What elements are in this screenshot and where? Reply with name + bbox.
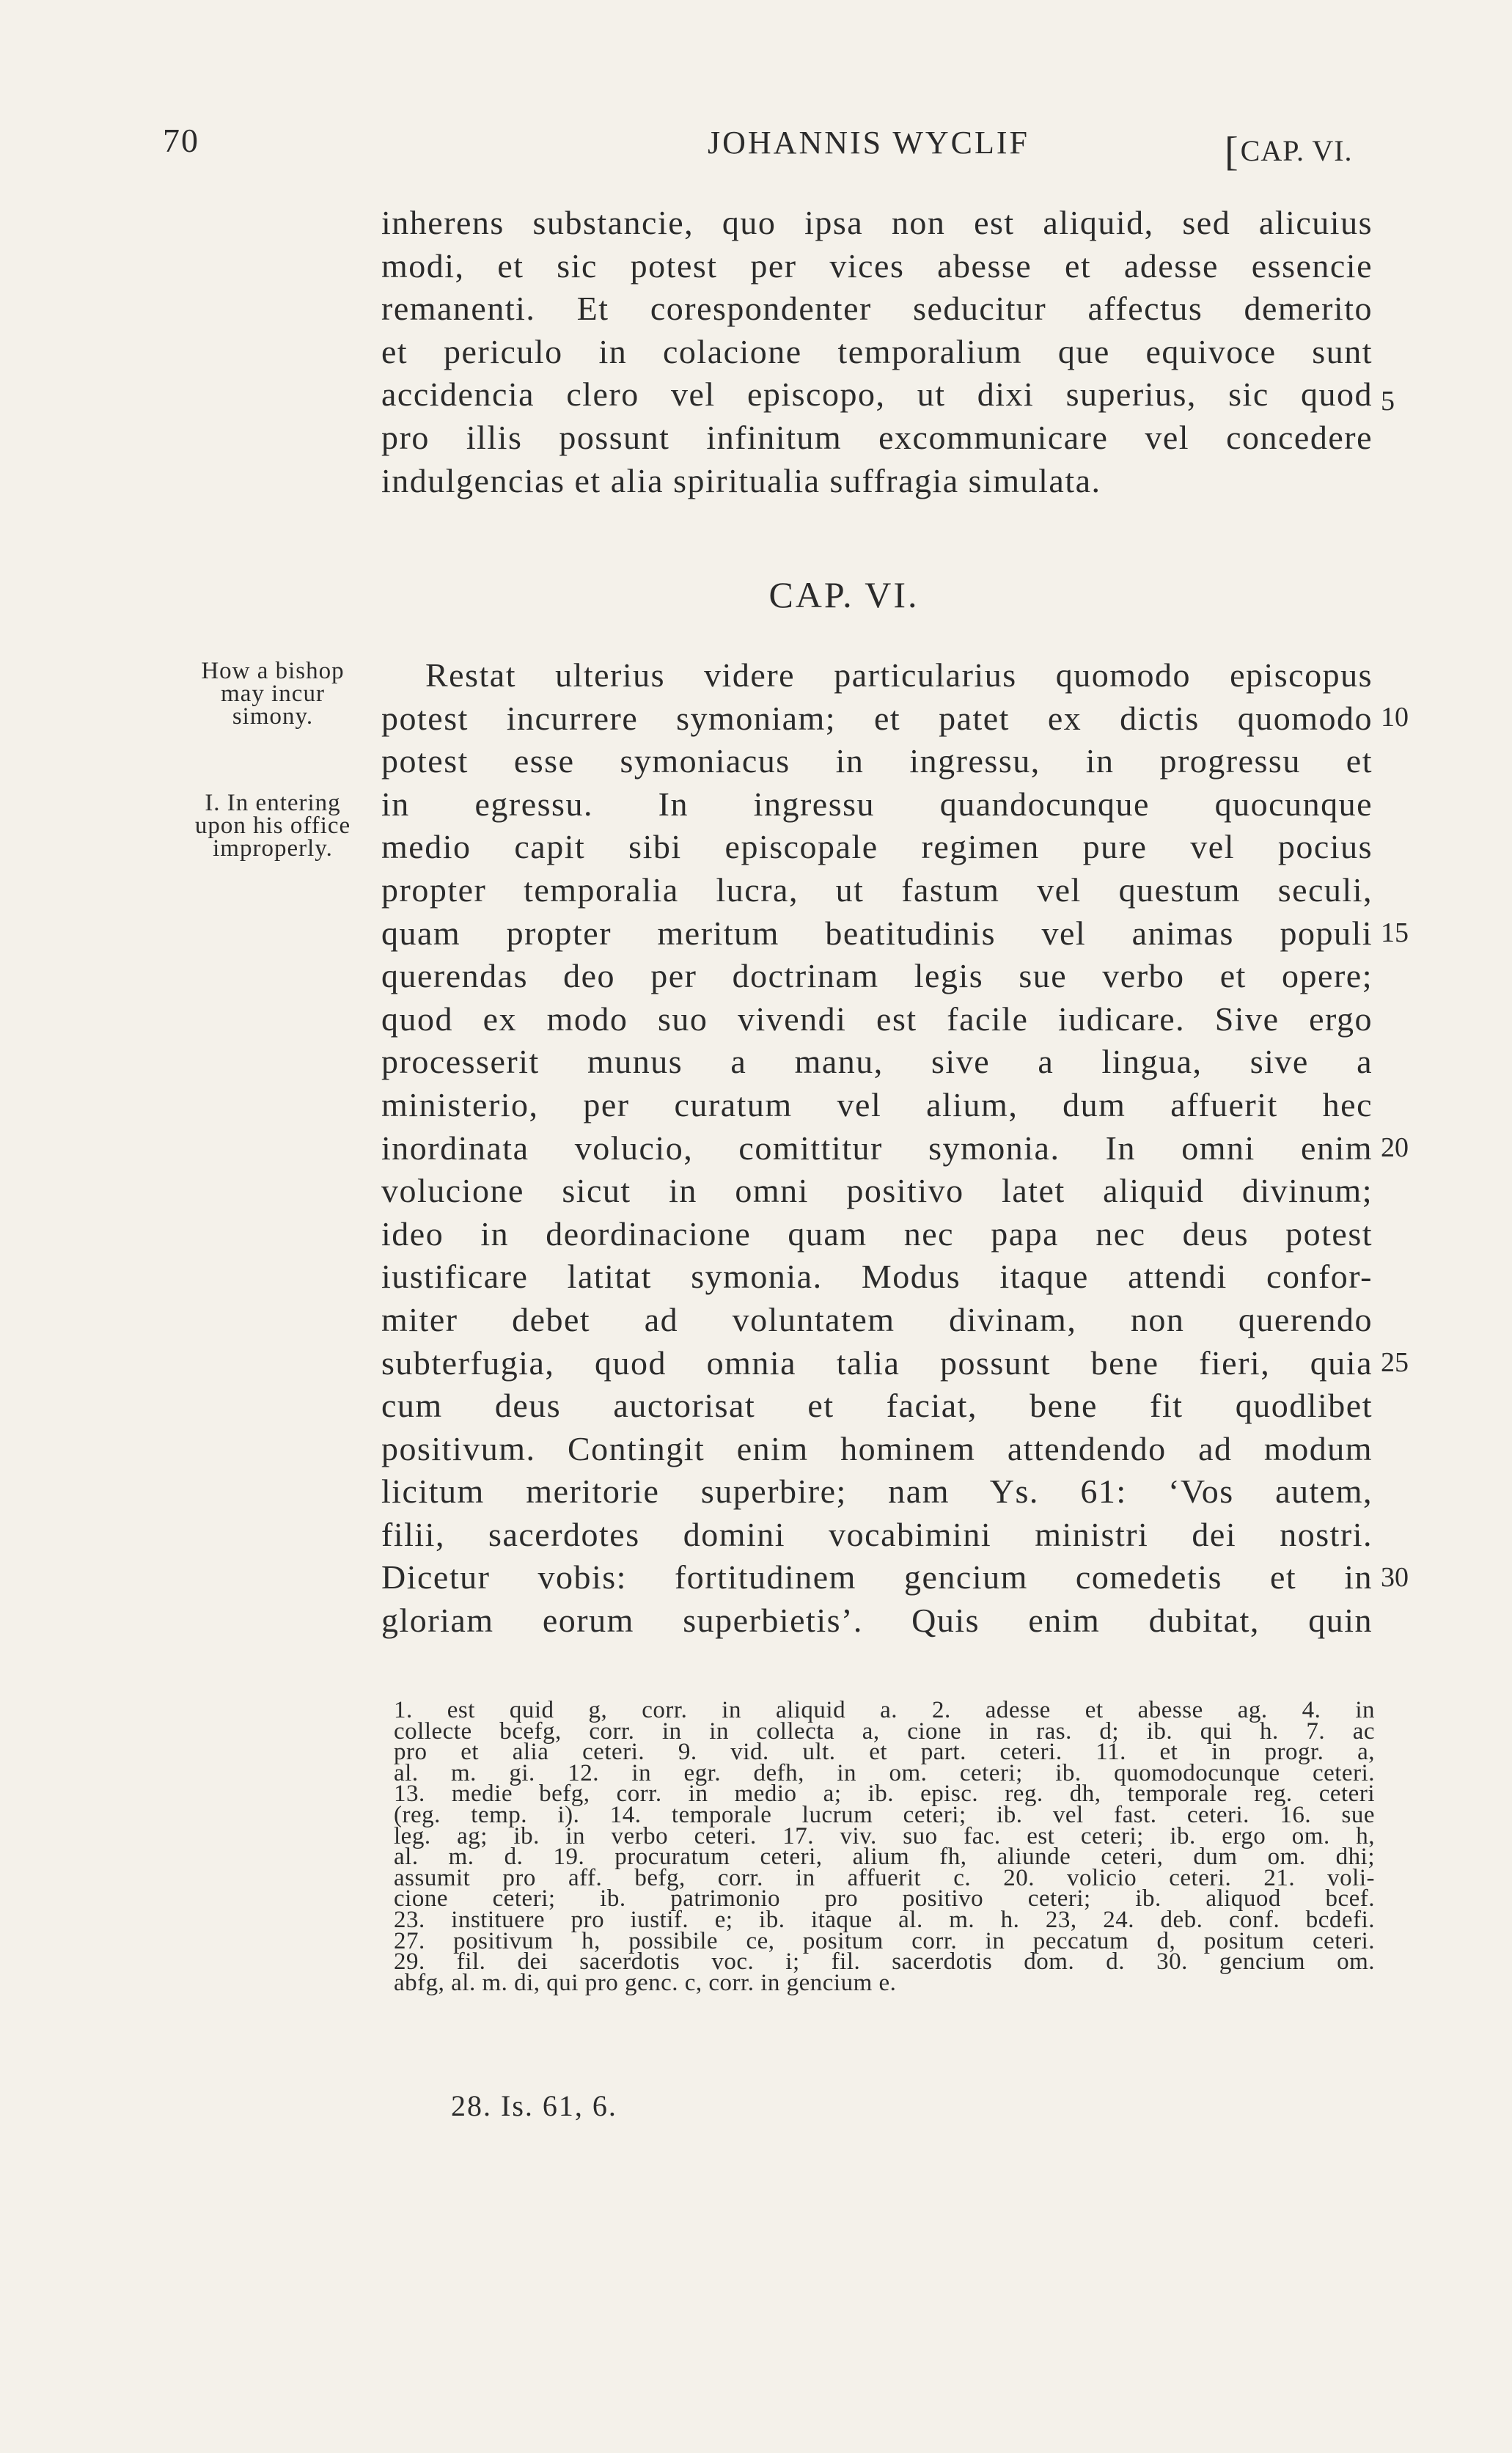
text-line: volucione sicut in omni positivo latet aliquid divinum; [381,1172,1373,1210]
footnote-line: 1. est quid g, corr. in aliquid a. 2. adesse et abesse ag. 4. in [394,1697,1375,1723]
sidenote-entering-office [170,792,375,860]
footnote-line: 29. fil. dei sacerdotis voc. i; fil. sacerdotis dom. d. 30. gencium om. [394,1948,1375,1976]
line-number: 10 [1381,702,1409,733]
text-line: filii, sacerdotes domini vocabimini ministri dei nostri. [381,1515,1373,1553]
text-line: subterfugia, quod omnia talia possunt bene fieri, quia [381,1343,1373,1382]
top-paragraph [381,202,1373,502]
running-header [0,121,1512,175]
line-number: 25 [1381,1347,1409,1378]
sidenote-line: upon his office [194,813,351,839]
bracket-glyph: [ [1225,129,1239,175]
sidenote-line: How a bishop [201,658,345,684]
text-line: propter temporalia lucra, ut fastum vel questum seculi, [381,870,1373,909]
sidenote-line: may incur [221,681,325,707]
text-line: Restat ulterius videre particularius quomodo episcopus [425,656,1373,694]
text-line: et periculo in colacione temporalium que equivoce sunt [381,332,1373,370]
text-line: cum deus auctorisat et faciat, bene fit quodlibet [381,1387,1373,1425]
text-line: potest esse symoniacus in ingressu, in progressu et [381,742,1373,780]
text-line: remanenti. Et corespondenter seducitur affectus demerito [381,290,1373,328]
line-number: 15 [1381,917,1409,948]
text-line: accidencia clero vel episcopo, ut dixi superius, sic quod [381,375,1373,414]
footnote-line: 13. medie befg, corr. in medio a; ib. episc. reg. dh, temporale reg. ceteri [394,1781,1375,1808]
sidenote-simony [170,660,375,728]
sidenote-line: simony. [232,703,314,730]
footnote-line: 27. positivum h, possibile ce, positum corr. in peccatum d, positum ceteri. [394,1927,1375,1954]
line-number: 5 [1381,386,1395,417]
text-line: modi, et sic potest per vices abesse et adesse essencie [381,246,1373,285]
chapter-reference [1225,124,1353,175]
text-line: querendas deo per doctrinam legis sue verbo et opere; [381,957,1373,995]
footnote-line: cione ceteri; ib. patrimonio pro positivo ceteri; ib. aliquod bcef. [394,1885,1375,1913]
text-line: licitum meritorie superbire; nam Ys. 61: ‘Vos autem, [381,1473,1373,1511]
text-line: indulgencias et alia spiritualia suffragia simulata. [381,461,1101,499]
chapter-heading: CAP. VI. [768,574,920,615]
text-line: pro illis possunt infinitum excommunicare vel concedere [381,418,1373,456]
line-number: 20 [1381,1132,1409,1163]
text-line: ideo in deordinacione quam nec papa nec deus potest [381,1214,1373,1253]
text-line: quod ex modo suo vivendi est facile iudicare. Sive ergo [381,1000,1373,1038]
page-number: 70 [163,122,199,159]
text-line: iustificare latitat symonia. Modus itaque attendi confor- [381,1258,1373,1296]
text-line: processerit munus a manu, sive a lingua, sive a [381,1043,1373,1081]
text-line: positivum. Contingit enim hominem attendendo ad modum [381,1429,1373,1467]
chapter-text [381,654,1373,1643]
footnote-line: abfg, al. m. di, qui pro genc. c, corr. in gencium e. [394,1969,897,1996]
footnote-line: al. m. gi. 12. in egr. defh, in om. ceteri; ib. quomodocunque ceteri. [394,1759,1375,1786]
text-line: miter debet ad voluntatem divinam, non querendo [381,1300,1373,1338]
footnote-line: assumit pro aff. befg, corr. in affuerit c. 20. volicio ceteri. 21. voli- [394,1864,1375,1891]
footnote-line: (reg. temp. i). 14. temporale lucrum ceteri; ib. vel fast. ceteri. 16. sue [394,1801,1375,1828]
running-title: JOHANNIS WYCLIF [708,125,1030,161]
text-line: inherens substancie, quo ipsa non est aliquid, sed alicuius [381,204,1373,241]
text-line: quam propter meritum beatitudinis vel animas populi [381,914,1373,952]
text-line: ministerio, per curatum vel alium, dum affuerit hec [381,1085,1373,1123]
text-line: medio capit sibi episcopale regimen pure vel pocius [381,828,1373,866]
text-line: in egressu. In ingressu quandocunque quocunque [381,785,1373,823]
sidenote-line: improperly. [213,835,333,862]
footnote-line: al. m. d. 19. procuratum ceteri, alium fh, aliunde ceteri, dum om. dhi; [394,1844,1375,1871]
text-line: potest incurrere symoniam; et patet ex dictis quomodo [381,699,1373,737]
footnote-line: leg. ag; ib. in verbo ceteri. 17. viv. suo fac. est ceteri; ib. ergo om. h, [394,1822,1375,1849]
footnote-line: collecte bcefg, corr. in in collecta a, cione in ras. d; ib. qui h. 7. ac [394,1717,1375,1745]
footnote-line: pro et alia ceteri. 9. vid. ult. et part. ceteri. 11. et in progr. a, [394,1739,1375,1766]
text-line: inordinata volucio, comittitur symonia. In omni enim [381,1129,1373,1167]
scripture-reference: 28. Is. 61, 6. [451,2089,617,2122]
chapter-reference-text: CAP. VI. [1240,134,1353,167]
text-line: gloriam eorum superbietis’. Quis enim dubitat, quin [381,1602,1373,1640]
sidenote-line: I. In entering [205,790,341,816]
footnotes [394,1697,1375,1996]
line-number: 30 [1381,1562,1409,1593]
footnote-line: 23. instituere pro iustif. e; ib. itaque al. m. h. 23, 24. deb. conf. bcdefi. [394,1906,1375,1933]
text-line: Dicetur vobis: fortitudinem gencium comedetis et in [381,1558,1373,1596]
